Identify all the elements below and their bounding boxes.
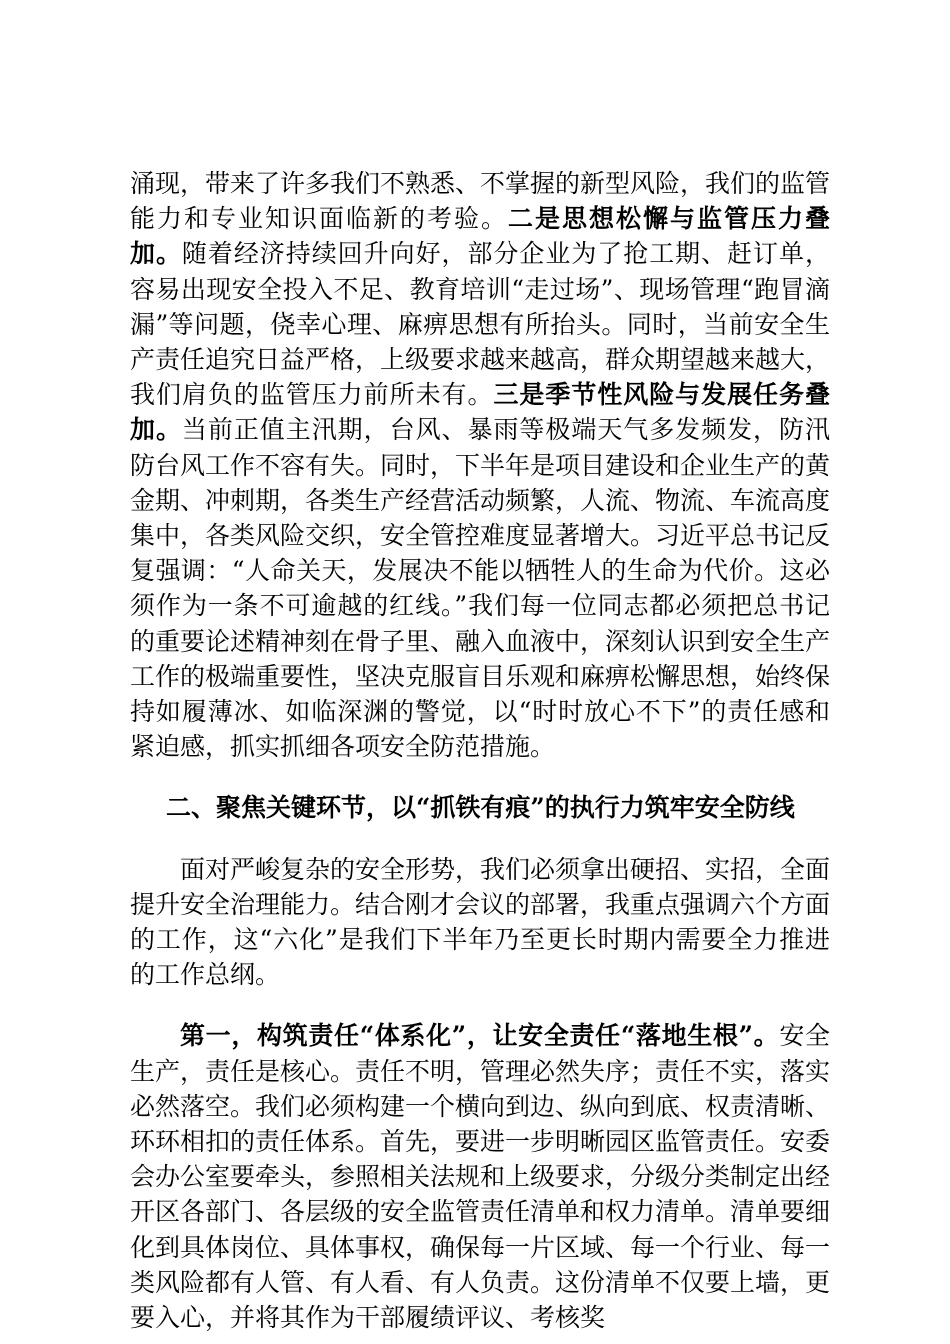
paragraph-text: 涌现，带来了许多我们不熟悉、不掌握的新型风险，我们的监管能力和专业知识面临新的考验。: [130, 169, 831, 234]
paragraph-risk-analysis: [130, 166, 830, 764]
section-heading: 二、聚焦关键环节，以“抓铁有痕”的执行力筑牢安全防线: [166, 793, 795, 823]
paragraph-intro: 面对严峻复杂的安全形势，我们必须拿出硬招、实招，全面提升安全治理能力。结合刚才会议的部署，我重点强调六个方面的工作，这“六化”是我们下半年乃至更长时期内需要全力推进的工作总纲。: [130, 854, 831, 990]
paragraph-text: 随着经济持续回升向好，部分企业为了抢工期、赶订单，容易出现安全投入不足、教育培训“走过场”、现场管理“跑冒滴漏”等问题，侥幸心理、麻痹思想有所抬头。同时，当前安全生产责任追究日益严格，上级要求越来越高，群众期望越来越大，我们肩负的监管压力前所未有。: [130, 239, 831, 410]
paragraph-text: 当前正值主汛期，台风、暴雨等极端天气多发频发，防汛防台风工作不容有失。同时，下半年是项目建设和企业生产的黄金期、冲刺期，各类生产经营活动频繁，人流、物流、车流高度集中，各类风险交织，安全管控难度显著增大。习近平总书记反复强调：“人命关天，发展决不能以牺牲人的生命为代价。这必须作为一条不可逾越的红线。”我们每一位同志都必须把总书记的重要论述精神刻在骨子里、融入血液中，深刻认识到安全生产工作的极端重要性，坚决克服盲目乐观和麻痹松懈思想，始终保持如履薄冰、如临深渊的警觉，以“时时放心不下”的责任感和紧迫感，抓实抓细各项安全防范措施。: [130, 415, 831, 762]
bold-key-point-2: 二是思想松懈与监管压力叠加。: [130, 204, 830, 269]
document-page: [130, 166, 830, 1335]
bold-key-point-3: 三是季节性风险与发展任务叠加。: [130, 380, 830, 445]
paragraph-first-point: [130, 1018, 830, 1335]
paragraph-text: 安全生产，责任是核心。责任不明，管理必然失序；责任不实，落实必然落空。我们必须构建一个横向到边、纵向到底、权责清晰、环环相扣的责任体系。首先，要进一步明晰园区监管责任。安委会办公室要牵头，参照相关法规和上级要求，分级分类制定出经开区各部门、各层级的安全监管责任清单和权力清单。清单要细化到具体岗位、具体事权，确保每一片区域、每一个行业、每一类风险都有人管、有人看、有人负责。这份清单不仅要上墙，更要入心，并将其作为干部履绩评议、考核奖: [130, 1021, 831, 1333]
bold-first-point-title: 第一，构筑责任“体系化”，让安全责任“落地生根”。: [180, 1021, 780, 1051]
